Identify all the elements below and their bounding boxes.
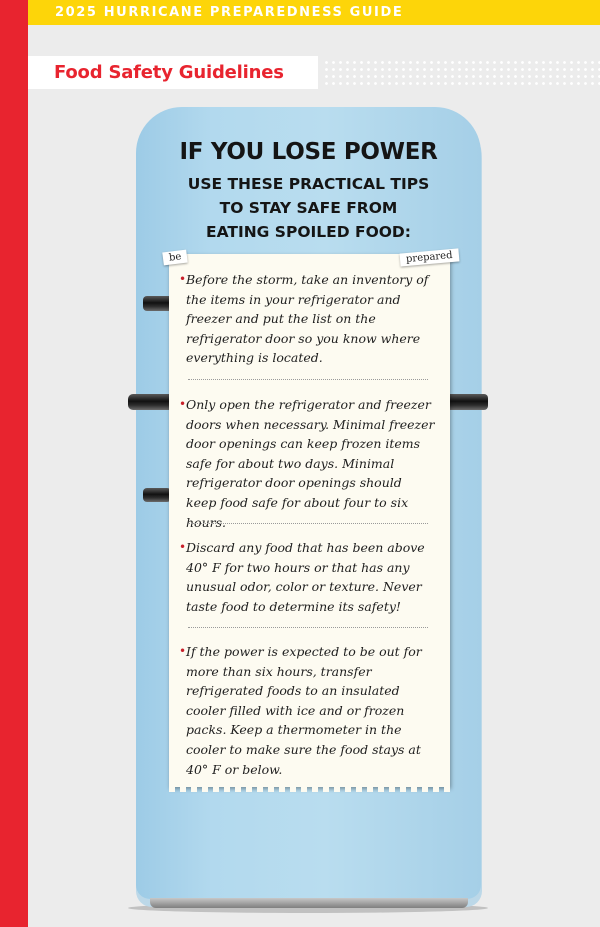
bullet-icon: • — [179, 540, 187, 554]
tip-item — [179, 270, 436, 368]
headline-sub-line: USE THESE PRACTICAL TIPS — [187, 175, 430, 193]
prepared-label: prepared — [400, 248, 459, 266]
section-title: Food Safety Guidelines — [54, 62, 284, 83]
fridge-base — [150, 898, 468, 908]
guide-header-band — [28, 0, 600, 25]
tip-text: Discard any food that has been above 40° F for two hours or that has any unusual odor, color or texture. Never taste food to determine its safety! — [186, 540, 425, 614]
headline-sub-line: EATING SPOILED FOOD: — [205, 223, 411, 241]
tip-separator — [188, 627, 428, 628]
door-divider-handle-cap — [474, 394, 488, 410]
bullet-icon: • — [179, 272, 187, 286]
tip-text: If the power is expected to be out for more than six hours, transfer refrigerated foods to an insulated cooler filled with ice and or frozen packs. Keep a thermometer in the cooler to make sure the food stays at 40° F or below. — [186, 644, 422, 777]
bullet-icon: • — [179, 397, 187, 411]
guide-title: 2025 HURRICANE PREPAREDNESS GUIDE — [55, 5, 404, 20]
be-label: be — [162, 250, 188, 266]
tip-item — [179, 642, 436, 779]
headline-main: IF YOU LOSE POWER — [179, 139, 438, 165]
dot-pattern — [323, 59, 600, 87]
tip-separator — [188, 523, 428, 524]
tip-text: Before the storm, take an inventory of the items in your refrigerator and freezer and put the list on the refrigerator door so you know where everything is located. — [186, 272, 429, 366]
section-title-box — [28, 56, 318, 89]
tip-text: Only open the refrigerator and freezer doors when necessary. Minimal freezer door openings can keep frozen items safe for about two days. Minimal refrigerator door openings should keep food safe for about four to six hours. — [186, 397, 435, 530]
tip-separator — [188, 379, 428, 380]
headline-sub — [136, 172, 481, 244]
tip-item — [179, 538, 436, 616]
tip-item — [179, 395, 436, 532]
headline-sub-line: TO STAY SAFE FROM — [219, 199, 398, 217]
left-red-bar — [0, 0, 28, 927]
bullet-icon: • — [179, 644, 187, 658]
fridge-handle — [143, 488, 171, 502]
